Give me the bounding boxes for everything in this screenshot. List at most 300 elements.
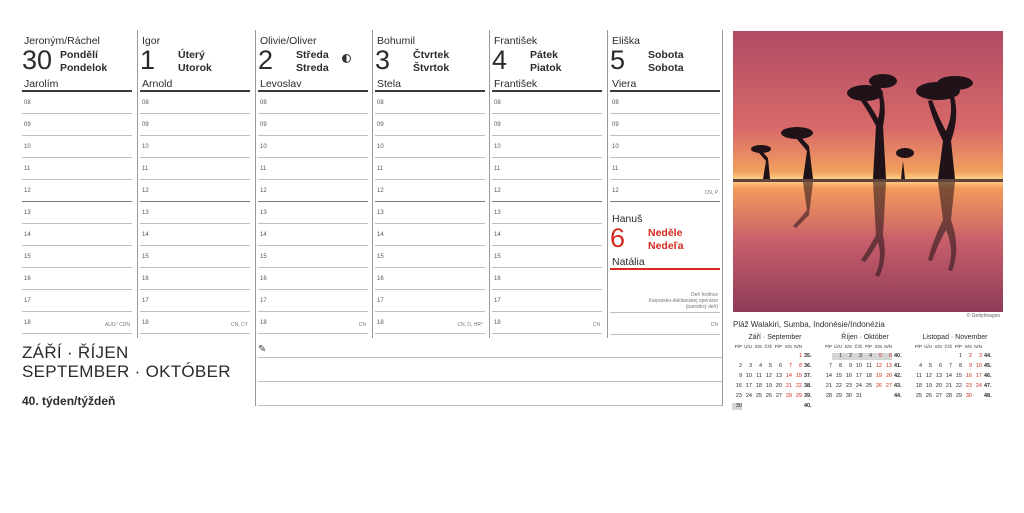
hour-line: [492, 289, 602, 290]
hour-line: [492, 267, 602, 268]
calendar-day: 2: [738, 363, 742, 369]
calendar-day: 16: [965, 373, 972, 379]
weekday-header: S/S: [754, 344, 762, 349]
holiday-line: Deň hrdinov: [691, 292, 718, 298]
hour-line: [140, 135, 250, 136]
nameday-sk: Jarolím: [24, 78, 59, 90]
day-number: 1: [140, 45, 156, 75]
mini-calendar: [822, 334, 908, 400]
hour-line: [140, 333, 250, 334]
day-note: CN: [592, 322, 600, 328]
weekday-names: [178, 49, 212, 75]
hour-line: [258, 223, 368, 224]
hour-label: 09: [142, 122, 149, 128]
calendar-day: 14: [785, 373, 792, 379]
calendar-day: [732, 353, 742, 360]
sunday-block: [610, 208, 720, 513]
hour-label: 12: [377, 188, 384, 194]
hour-line: [492, 333, 602, 334]
calendar-day: 8: [798, 363, 802, 369]
weekday-names: [648, 49, 684, 75]
weekday-sk: Štvrtok: [413, 62, 450, 74]
calendar-day: 21: [785, 383, 792, 389]
nameday-sk: Arnold: [142, 78, 173, 90]
calendar-day: 5: [872, 353, 882, 360]
calendar-day: 13: [935, 373, 942, 379]
calendar-day: 26: [875, 383, 882, 389]
weekday-header: Ú/U: [834, 344, 842, 349]
hour-label: 16: [24, 276, 31, 282]
hour-label: 15: [494, 254, 501, 260]
hour-line: [375, 311, 485, 312]
hour-line: [140, 223, 250, 224]
calendar-day: 3: [978, 353, 982, 359]
hour-label: 08: [142, 100, 149, 106]
calendar-day: [822, 353, 832, 360]
calendar-day: 19: [925, 383, 932, 389]
hour-label: 14: [494, 232, 501, 238]
calendar-day: [772, 403, 782, 410]
calendar-day: 5: [928, 363, 932, 369]
hour-label: 10: [142, 144, 149, 150]
hour-line: [22, 267, 132, 268]
calendar-day: 7: [828, 363, 832, 369]
calendar-day: 3: [748, 363, 752, 369]
weekday-cz: Pondělí: [60, 49, 98, 61]
calendar-day: 6: [938, 363, 942, 369]
header-rule: [258, 90, 368, 92]
weekday-header: N/N: [884, 344, 892, 349]
day-note: CN, D, HR°: [457, 322, 483, 328]
hour-line: [22, 179, 132, 180]
calendar-day: 10: [855, 363, 862, 369]
column-divider: [607, 30, 608, 338]
hour-line: [610, 179, 720, 180]
photo-credit: © GettyImages: [966, 313, 1000, 319]
hour-label: 12: [494, 188, 501, 194]
column-divider: [372, 30, 373, 338]
hour-label: 14: [377, 232, 384, 238]
header-rule: [610, 90, 720, 92]
weekday-header: N/N: [974, 344, 982, 349]
weekday-header: Č/Š: [764, 344, 772, 349]
weekday-sk: Piatok: [530, 62, 562, 74]
week-number: 40.: [894, 353, 902, 359]
day-note: CN: [710, 322, 718, 328]
week-number: 44.: [894, 393, 902, 399]
hour-line: [258, 267, 368, 268]
nameday-sk: Natália: [612, 256, 645, 268]
hour-line: [140, 113, 250, 114]
hour-label: 08: [377, 100, 384, 106]
hour-label: 16: [260, 276, 267, 282]
calendar-day: 7: [948, 363, 952, 369]
calendar-day: 2: [968, 353, 972, 359]
month-title-cz: ZÁŘÍ · ŘÍJEN: [22, 343, 129, 362]
calendar-day: 21: [945, 383, 952, 389]
day-number: 5: [610, 45, 626, 75]
hour-line: [610, 157, 720, 158]
hour-label: 08: [24, 100, 31, 106]
calendar-day: [762, 403, 772, 410]
nameday-cz: Olivie/Oliver: [260, 35, 317, 47]
weekday-names: [60, 49, 107, 75]
day-column: [375, 30, 485, 335]
hour-line: [492, 311, 602, 312]
hour-line: [258, 157, 368, 158]
hour-line: [492, 245, 602, 246]
hour-label: 17: [494, 298, 501, 304]
calendar-day: 17: [855, 373, 862, 379]
holiday-note: [649, 292, 718, 310]
weekday-header: Č/Š: [854, 344, 862, 349]
hour-label: 13: [260, 210, 267, 216]
day-column: [140, 30, 250, 335]
hour-line: [610, 334, 720, 335]
weekday-cz: Sobota: [648, 49, 684, 61]
calendar-day: 14: [945, 373, 952, 379]
calendar-day: 18: [915, 383, 922, 389]
calendar-day: 16: [735, 383, 742, 389]
hour-line: [22, 135, 132, 136]
hour-line: [492, 135, 602, 136]
hour-line: [492, 223, 602, 224]
holiday-line: Karpatsko-duklianskej operácie: [648, 298, 718, 304]
calendar-day: [862, 393, 872, 400]
calendar-day: 9: [738, 373, 742, 379]
day-number: 3: [375, 45, 391, 75]
hour-line: [140, 289, 250, 290]
hour-line: [492, 113, 602, 114]
calendar-day: 31: [855, 393, 862, 399]
calendar-day: 17: [745, 383, 752, 389]
weekday-cz: Čtvrtek: [413, 49, 450, 61]
weekday-cz: Pátek: [530, 49, 559, 61]
weekday-header: N/N: [794, 344, 802, 349]
hour-line: [610, 135, 720, 136]
hour-label: 10: [24, 144, 31, 150]
hour-label: 16: [494, 276, 501, 282]
hour-label: 09: [377, 122, 384, 128]
calendar-day: [972, 393, 982, 400]
calendar-day: 5: [768, 363, 772, 369]
hour-label: 11: [260, 166, 267, 172]
hour-label: 15: [260, 254, 267, 260]
mini-calendar-title: Říjen · Október: [841, 334, 889, 341]
hour-label: 14: [24, 232, 31, 238]
calendar-day: 21: [825, 383, 832, 389]
hour-line: [22, 333, 132, 334]
hour-line: [375, 201, 485, 202]
calendar-day: [782, 353, 792, 360]
hour-line: [375, 333, 485, 334]
hour-line: [140, 245, 250, 246]
hour-label: 14: [260, 232, 267, 238]
calendar-day: 11: [866, 363, 872, 369]
weekday-sk: Streda: [296, 62, 329, 74]
hour-line: [375, 245, 485, 246]
hour-label: 18: [142, 320, 149, 326]
calendar-day: 28: [825, 393, 832, 399]
hour-label: 18: [260, 320, 267, 326]
hour-label: 15: [142, 254, 149, 260]
mini-calendar-title: Listopad · November: [922, 334, 988, 341]
hour-line: [22, 157, 132, 158]
hour-line: [375, 267, 485, 268]
hour-label: 12: [142, 188, 149, 194]
weekday-header: P/P: [824, 344, 832, 349]
hour-line: [375, 113, 485, 114]
hour-label: 08: [494, 100, 501, 106]
calendar-day: 11: [756, 373, 762, 379]
calendar-day: 22: [835, 383, 842, 389]
weekday-header: S/S: [934, 344, 942, 349]
nameday-sk: Stela: [377, 78, 401, 90]
weekday-cz: Neděle: [648, 227, 683, 239]
month-title-sk: SEPTEMBER · OKTÓBER: [22, 362, 231, 381]
hour-line: [22, 245, 132, 246]
week-number: 45.: [984, 363, 992, 369]
divider: [255, 338, 256, 406]
week-number: 35.: [804, 353, 812, 359]
calendar-day: 7: [788, 363, 792, 369]
hour-label: 15: [377, 254, 384, 260]
weekday-header: S/S: [784, 344, 792, 349]
hour-label: 18: [377, 320, 384, 326]
hour-label: 13: [377, 210, 384, 216]
calendar-day: 12: [875, 363, 882, 369]
weekday-names: [648, 227, 684, 253]
hour-line: [22, 223, 132, 224]
week-number: 38.: [804, 383, 812, 389]
nameday-cz: Hanuš: [612, 213, 643, 225]
hour-label: 18: [24, 320, 31, 326]
hour-label: 13: [142, 210, 149, 216]
nameday-sk: Viera: [612, 78, 637, 90]
calendar-day: 15: [955, 373, 962, 379]
calendar-day: 30: [845, 393, 852, 399]
hour-label: 16: [142, 276, 149, 282]
hour-line: [140, 267, 250, 268]
calendar-day: 10: [745, 373, 752, 379]
hour-label: 11: [494, 166, 501, 172]
week-number: 40.: [804, 403, 812, 409]
calendar-day: [882, 393, 892, 400]
day-column: [22, 30, 132, 335]
nameday-cz: Bohumil: [377, 35, 415, 47]
week-number: 44.: [984, 353, 992, 359]
calendar-day: 27: [885, 383, 892, 389]
calendar-day: 2: [842, 353, 852, 360]
moon-phase-icon: [342, 54, 351, 63]
calendar-day: 11: [916, 373, 922, 379]
calendar-day: 25: [865, 383, 872, 389]
hour-label: 11: [24, 166, 31, 172]
calendar-day: 18: [755, 383, 762, 389]
hour-line: [258, 245, 368, 246]
notes-line: [258, 381, 722, 382]
hour-line: [375, 223, 485, 224]
calendar-day: 28: [785, 393, 792, 399]
calendar-day: 13: [775, 373, 782, 379]
hour-label: 09: [494, 122, 501, 128]
calendar-day: 8: [838, 363, 842, 369]
weekday-header: P/P: [774, 344, 782, 349]
calendar-day: [922, 353, 932, 360]
hour-line: [492, 201, 602, 202]
calendar-day: 24: [745, 393, 752, 399]
landscape-photo: [733, 31, 1003, 312]
week-number: 39.: [804, 393, 812, 399]
day-number: 2: [258, 45, 274, 75]
week-number: 48.: [984, 393, 992, 399]
mini-calendar-title: Září · September: [748, 334, 802, 341]
photo-caption: Pláž Walakiri, Sumba, Indonésie/Indonézia: [733, 320, 885, 329]
calendar-day: 23: [845, 383, 852, 389]
calendar-day: 23: [735, 393, 742, 399]
calendar-day: 6: [778, 363, 782, 369]
hour-line: [22, 289, 132, 290]
calendar-day: [792, 403, 802, 410]
weekday-names: [296, 49, 329, 75]
hour-label: 09: [612, 122, 619, 128]
calendar-day: [932, 353, 942, 360]
calendar-day: 25: [755, 393, 762, 399]
calendar-day: 26: [925, 393, 932, 399]
column-divider: [255, 30, 256, 338]
calendar-day: 19: [875, 373, 882, 379]
pencil-icon: ✎: [258, 344, 267, 355]
calendar-day: 27: [935, 393, 942, 399]
day-note: CN, P: [704, 190, 718, 196]
nameday-cz: Jeroným/Ráchel: [24, 35, 100, 47]
calendar-day: [752, 403, 762, 410]
calendar-day: 30: [732, 403, 742, 410]
calendar-day: 17: [975, 373, 982, 379]
notes-line: [258, 405, 722, 406]
weekday-cz: Středa: [296, 49, 329, 61]
day-note: AUG° CDN: [104, 322, 130, 328]
week-number: 40. týden/týždeň: [22, 394, 116, 408]
hour-label: 17: [24, 298, 31, 304]
day-column: [492, 30, 602, 335]
divider: [722, 30, 723, 406]
weekday-header: S/S: [844, 344, 852, 349]
hour-line: [375, 157, 485, 158]
holiday-line: (pamätný deň): [685, 304, 718, 310]
hour-label: 08: [260, 100, 267, 106]
calendar-day: 25: [915, 393, 922, 399]
hour-label: 09: [24, 122, 31, 128]
hour-line: [22, 311, 132, 312]
header-rule: [140, 90, 250, 92]
calendar-day: 18: [865, 373, 872, 379]
weekday-names: [413, 49, 449, 75]
day-column: [258, 30, 368, 335]
week-number: 36.: [804, 363, 812, 369]
hour-line: [258, 333, 368, 334]
mini-calendar: [912, 334, 998, 400]
calendar-day: 4: [758, 363, 762, 369]
calendar-day: 12: [765, 373, 772, 379]
nameday-sk: František: [494, 78, 538, 90]
calendar-day: [872, 393, 882, 400]
calendar-day: 4: [918, 363, 922, 369]
nameday-cz: Eliška: [612, 35, 641, 47]
hour-label: 09: [260, 122, 267, 128]
weekday-header: Č/Š: [944, 344, 952, 349]
calendar-day: 20: [775, 383, 782, 389]
week-number: 37.: [804, 373, 812, 379]
hour-line: [258, 201, 368, 202]
weekday-names: [530, 49, 562, 75]
hour-label: 10: [612, 144, 619, 150]
hour-line: [375, 135, 485, 136]
hour-label: 13: [494, 210, 501, 216]
hour-label: 18: [494, 320, 501, 326]
hour-line: [258, 135, 368, 136]
nameday-sk: Levoslav: [260, 78, 302, 90]
hour-line: [140, 311, 250, 312]
hour-label: 12: [612, 188, 619, 194]
calendar-day: 12: [925, 373, 932, 379]
hour-label: 12: [260, 188, 267, 194]
hour-line: [258, 179, 368, 180]
week-number: 43.: [894, 383, 902, 389]
hour-label: 17: [142, 298, 149, 304]
calendar-day: [752, 353, 762, 360]
notes-line: [258, 357, 722, 358]
hour-line: [492, 157, 602, 158]
calendar-day: 24: [855, 383, 862, 389]
calendar-day: 22: [795, 383, 802, 389]
weekday-header: S/S: [874, 344, 882, 349]
weekday-sk: Utorok: [178, 62, 212, 74]
hour-line: [375, 289, 485, 290]
weekday-sk: Nedeľa: [648, 240, 684, 252]
hour-line: [258, 113, 368, 114]
week-number: 42.: [894, 373, 902, 379]
hour-line: [22, 201, 132, 202]
calendar-day: 8: [958, 363, 962, 369]
nameday-cz: František: [494, 35, 538, 47]
calendar-day: 16: [845, 373, 852, 379]
calendar-day: 19: [765, 383, 772, 389]
calendar-day: 29: [795, 393, 802, 399]
week-number: 47.: [984, 383, 992, 389]
hour-label: 11: [142, 166, 149, 172]
hour-line: [492, 179, 602, 180]
hour-label: 10: [260, 144, 267, 150]
calendar-day: 22: [955, 383, 962, 389]
hour-line: [140, 179, 250, 180]
calendar-day: [772, 353, 782, 360]
week-number: 41.: [894, 363, 902, 369]
calendar-day: [742, 403, 752, 410]
week-number: 46.: [984, 373, 992, 379]
hour-label: 13: [24, 210, 31, 216]
calendar-day: 15: [795, 373, 802, 379]
day-number: 30: [22, 45, 53, 75]
weekday-header: Ú/U: [924, 344, 932, 349]
weekday-sk: Pondelok: [60, 62, 108, 74]
column-divider: [137, 30, 138, 338]
calendar-day: 20: [885, 373, 892, 379]
calendar-day: 1: [832, 353, 842, 360]
hour-label: 17: [377, 298, 384, 304]
calendar-day: 6: [882, 353, 892, 360]
calendar-day: 29: [835, 393, 842, 399]
